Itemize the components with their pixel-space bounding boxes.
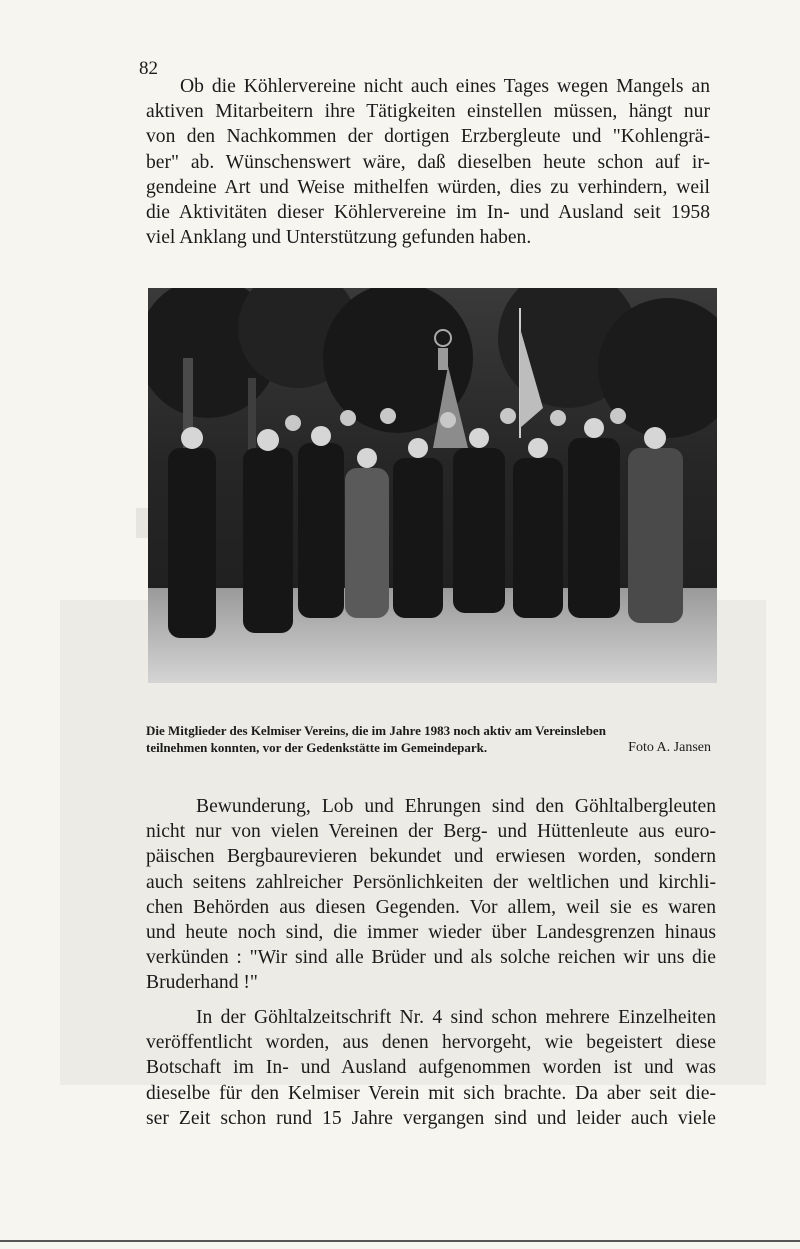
photo-caption	[146, 722, 719, 756]
text-line: veröffentlicht worden, aus denen hervorgeht, wie begeistert diese	[146, 1032, 716, 1054]
text-line: auch seitens zahlreicher Persönlichkeiten der weltlichen und kirchli-	[146, 871, 716, 893]
paragraph-goehltalzeitschrift	[146, 1005, 716, 1131]
page-bottom-edge	[0, 1240, 800, 1242]
text-line: aktiven Mitarbeitern ihre Tätigkeiten einstellen müssen, hängt nur	[146, 101, 710, 123]
text-line: päischen Bergbaurevieren bekundet und erwiesen worden, sondern	[146, 846, 716, 868]
paragraph-bewunderung	[146, 794, 716, 996]
text-line: Ob die Köhlervereine nicht auch eines Tages wegen Mangels an	[180, 76, 710, 97]
text-line: Bewunderung, Lob und Ehrungen sind den Göhltalbergleuten	[196, 796, 716, 817]
text-line: und heute noch sind, die immer wieder über Landesgrenzen hinaus	[146, 922, 716, 944]
group-photograph	[148, 288, 717, 683]
page-number: 82	[139, 58, 158, 79]
paragraph-koehlervereine	[146, 74, 710, 250]
text-line: dieselbe für den Kelmiser Verein mit sich brachte. Da aber seit die-	[146, 1082, 716, 1104]
text-line: In der Göhltalzeitschrift Nr. 4 sind schon mehrere Einzelheiten	[196, 1007, 716, 1028]
text-line: die Aktivitäten dieser Köhlervereine im In- und Ausland seit 1958	[146, 202, 710, 224]
caption-line: teilnehmen konnten, vor der Gedenkstätte im Gemeindepark.	[146, 740, 488, 755]
text-line: Bruderhand !"	[146, 972, 258, 994]
text-line: chen Behörden aus diesen Gegenden. Vor allem, weil sie es waren	[146, 896, 716, 918]
text-line: ser Zeit schon rund 15 Jahre vergangen sind und leider auch viele	[146, 1107, 716, 1129]
caption-line: Die Mitglieder des Kelmiser Vereins, die im Jahre 1983 noch aktiv am Vereinsleben	[146, 723, 606, 738]
text-line: ber" ab. Wünschenswert wäre, daß dieselben heute schon auf ir-	[146, 151, 710, 173]
text-line: gendeine Art und Weise mithelfen würden, dies zu verhindern, weil	[146, 176, 710, 198]
text-line: Botschaft im In- und Ausland aufgenommen worden ist und was	[146, 1057, 716, 1079]
text-line: nicht nur von vielen Vereinen der Berg- und Hüttenleute aus euro-	[146, 821, 716, 843]
text-line: viel Anklang und Unterstützung gefunden haben.	[146, 227, 532, 249]
photo-credit: Foto A. Jansen	[628, 740, 711, 755]
text-line: verkünden : "Wir sind alle Brüder und als solche reichen wir uns die	[146, 947, 716, 969]
text-line: von den Nachkommen der dortigen Erzbergleute und "Kohlengrä-	[146, 126, 710, 148]
group-photo-image	[148, 288, 717, 683]
